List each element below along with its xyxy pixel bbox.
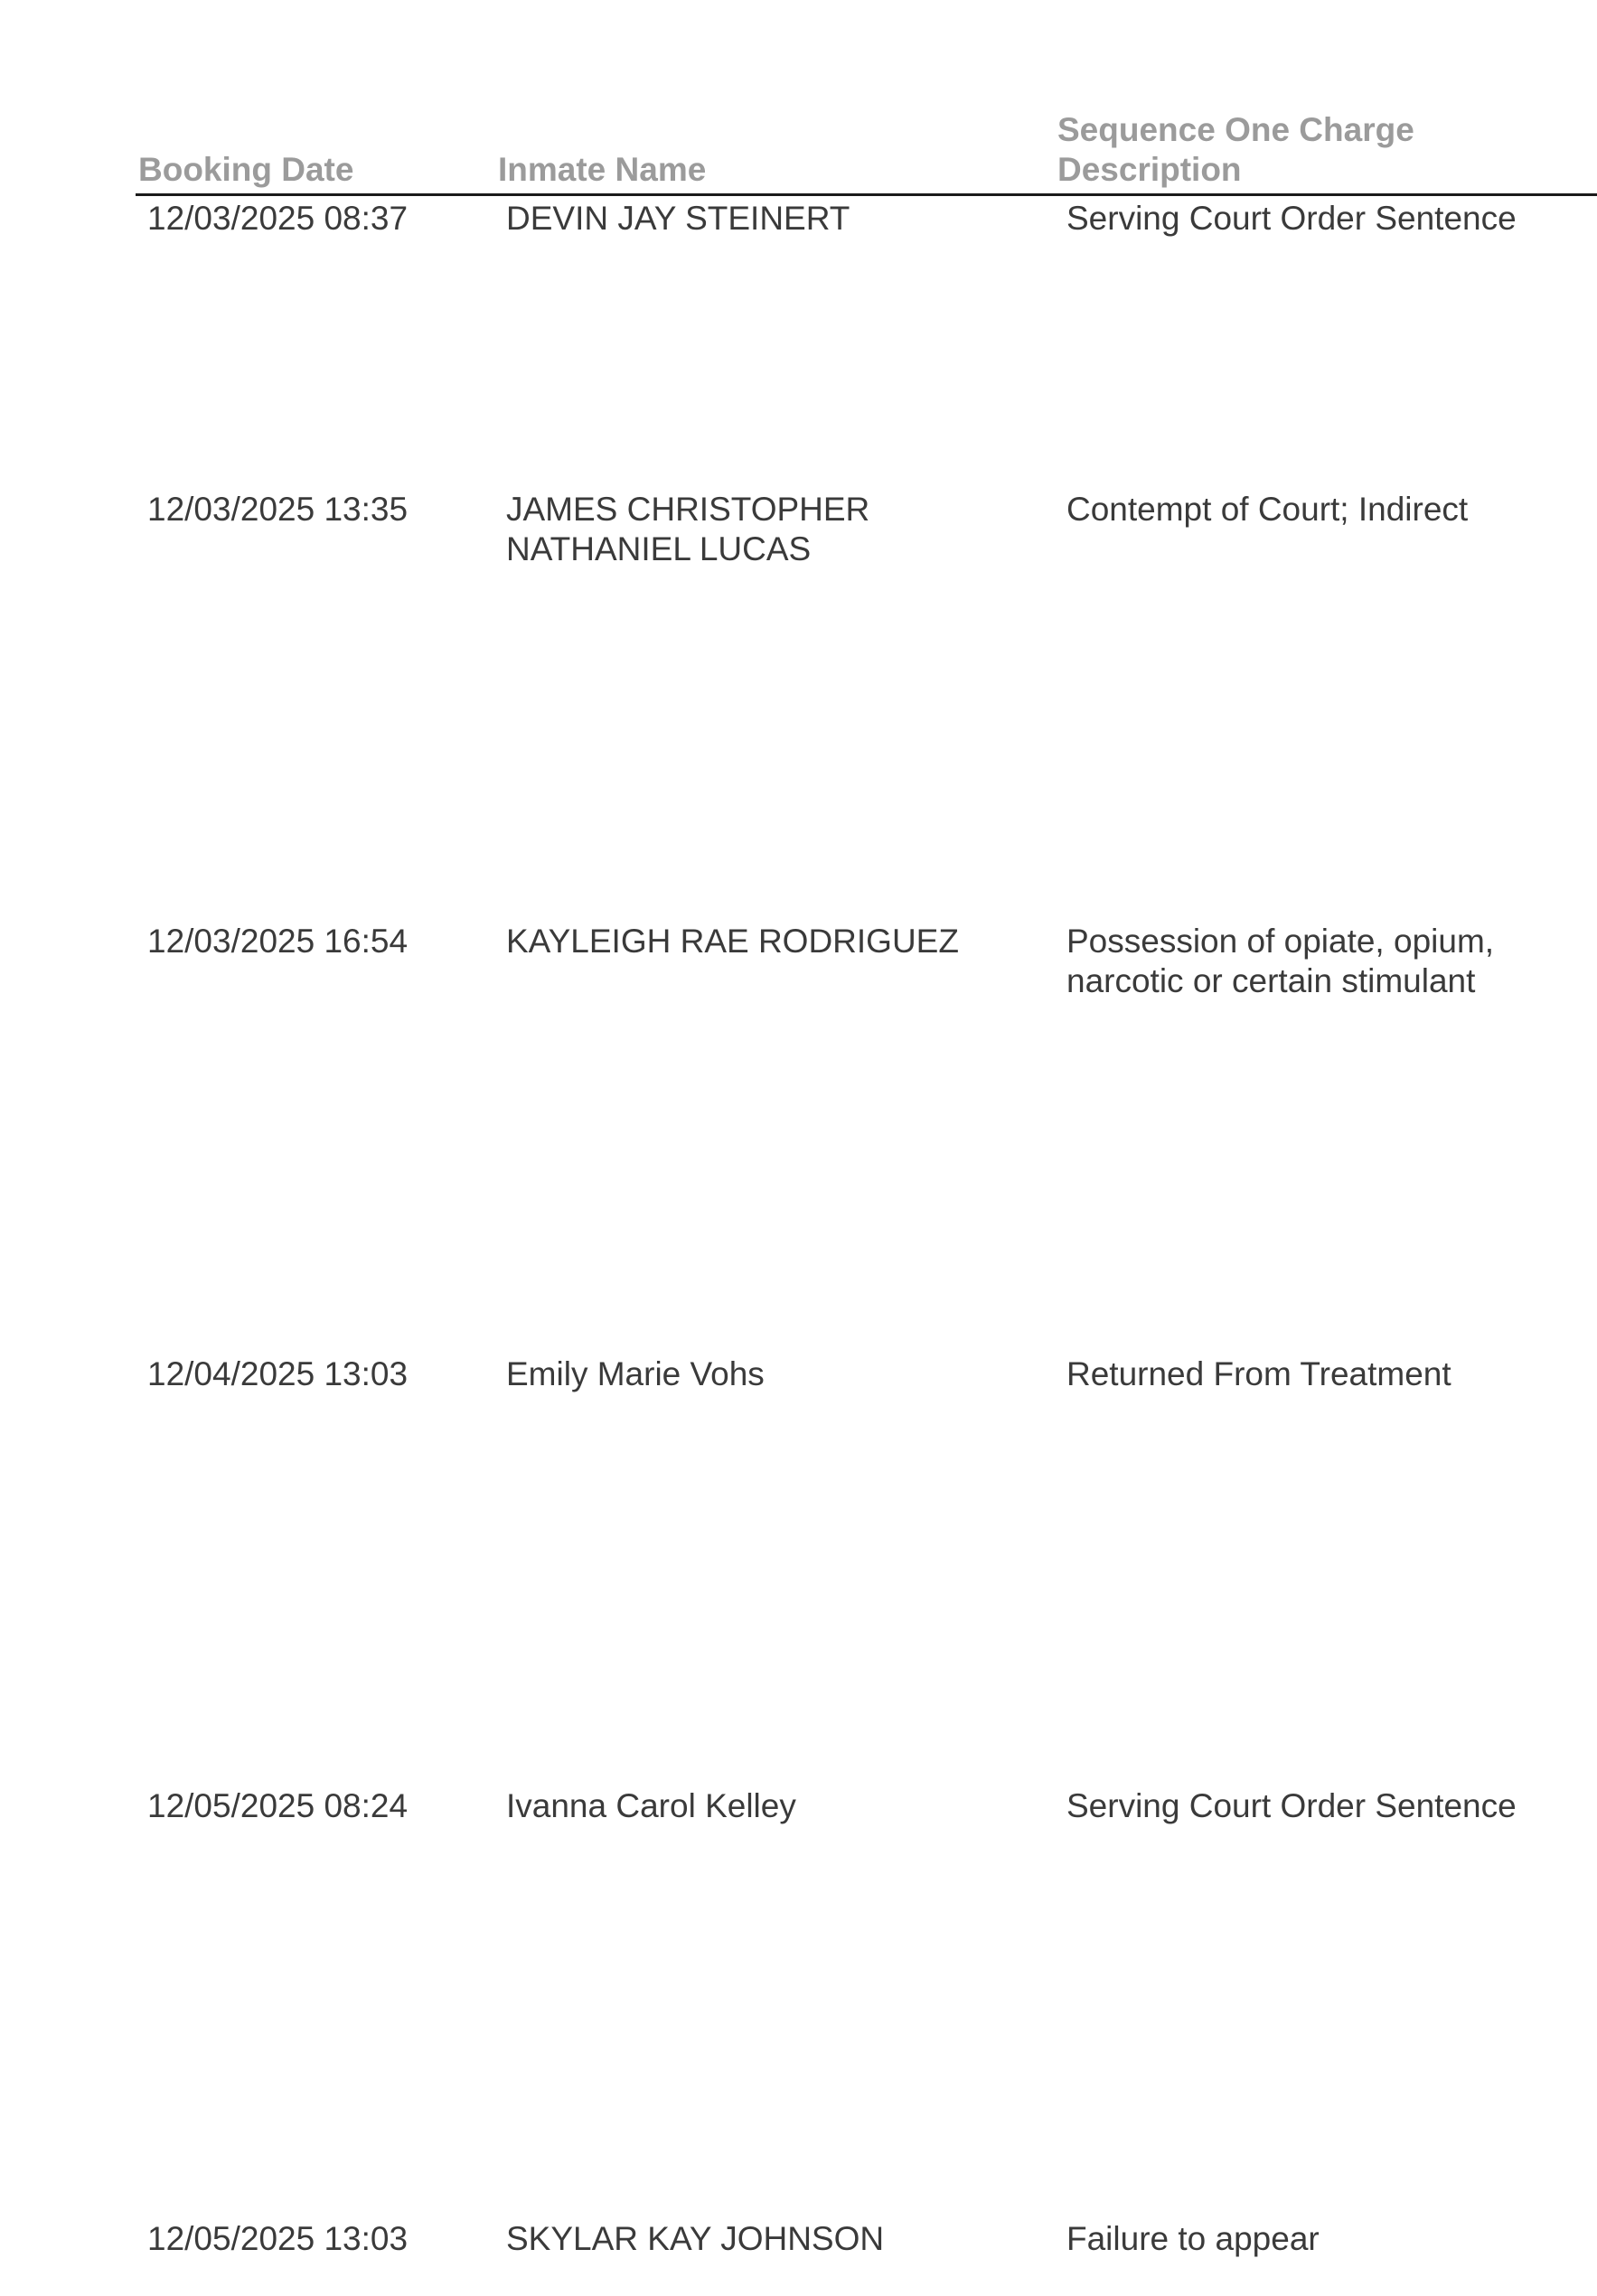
inmate-name-cell	[506, 199, 1012, 239]
inmate-name-cell	[506, 1786, 1012, 1826]
header-charge-line1: Sequence One Charge	[1057, 111, 1414, 148]
inmate-name-line2: NATHANIEL LUCAS	[506, 530, 812, 567]
inmate-name-cell	[506, 922, 1012, 961]
header-charge-line2: Description	[1057, 151, 1242, 188]
table-header	[0, 0, 1597, 199]
inmate-name-cell	[506, 2219, 1012, 2259]
booking-date-cell: 12/05/2025 13:03	[147, 2220, 409, 2257]
header-inmate-name: Inmate Name	[498, 151, 707, 188]
charge-line1: Serving Court Order Sentence	[1066, 1787, 1517, 1824]
charge-description-cell	[1066, 199, 1573, 239]
inmate-name-line1: KAYLEIGH RAE RODRIGUEZ	[506, 923, 959, 960]
inmate-name-line1: DEVIN JAY STEINERT	[506, 200, 850, 237]
booking-date-cell: 12/04/2025 13:03	[147, 1355, 409, 1392]
charge-description-cell	[1066, 2219, 1573, 2259]
booking-date-cell: 12/03/2025 16:54	[147, 923, 409, 960]
charge-line1: Possession of opiate, opium,	[1066, 923, 1495, 960]
inmate-name-line1: Emily Marie Vohs	[506, 1355, 765, 1392]
charge-description-cell	[1066, 1786, 1573, 1826]
inmate-name-cell	[506, 1354, 1012, 1394]
booking-date-cell: 12/03/2025 08:37	[147, 200, 409, 237]
charge-line1: Contempt of Court; Indirect	[1066, 491, 1469, 528]
booking-date-cell: 12/05/2025 08:24	[147, 1787, 409, 1824]
inmate-name-cell	[506, 490, 1012, 569]
charge-line2: narcotic or certain stimulant	[1066, 962, 1476, 999]
charge-line1: Serving Court Order Sentence	[1066, 200, 1517, 237]
header-divider	[136, 193, 1597, 196]
header-charge-description	[1057, 110, 1437, 190]
charge-description-cell	[1066, 490, 1573, 529]
charge-description-cell	[1066, 922, 1573, 1001]
inmate-name-line1: JAMES CHRISTOPHER	[506, 491, 870, 528]
charge-line1: Failure to appear	[1066, 2220, 1320, 2257]
inmate-name-line1: SKYLAR KAY JOHNSON	[506, 2220, 885, 2257]
header-booking-date: Booking Date	[138, 151, 354, 188]
inmate-name-line1: Ivanna Carol Kelley	[506, 1787, 796, 1824]
charge-description-cell	[1066, 1354, 1573, 1394]
booking-date-cell: 12/03/2025 13:35	[147, 491, 409, 528]
charge-line1: Returned From Treatment	[1066, 1355, 1451, 1392]
